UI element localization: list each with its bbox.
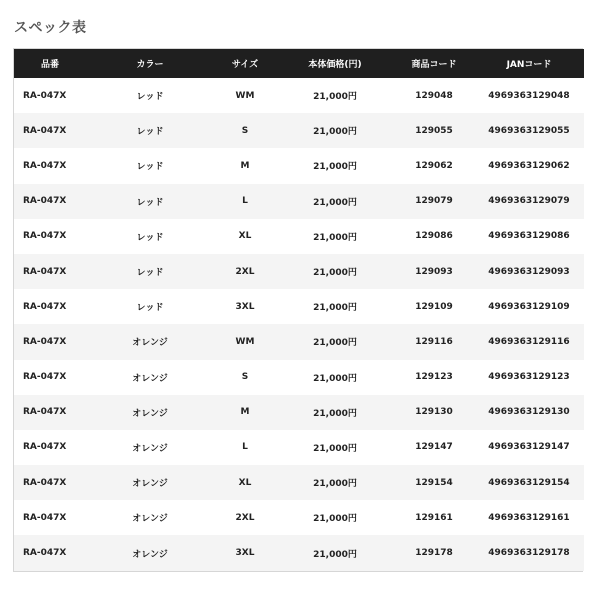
cell-part-number: RA-047X: [23, 407, 67, 418]
cell-color: オレンジ: [132, 549, 168, 560]
cell-jan-code: 4969363129079: [488, 196, 570, 207]
cell-jan-code: 4969363129055: [488, 125, 570, 136]
cell-part-number: RA-047X: [23, 336, 67, 347]
cell-part-number: RA-047X: [23, 196, 67, 207]
cell-part-number: RA-047X: [23, 90, 67, 101]
cell-part-number: RA-047X: [23, 512, 67, 523]
cell-product-code: 129062: [415, 160, 453, 171]
cell-product-code: 129154: [415, 477, 453, 488]
cell-part-number: RA-047X: [23, 231, 67, 242]
cell-price: 21,000円: [313, 338, 357, 349]
header-row: [14, 49, 584, 78]
cell-jan-code: 4969363129154: [488, 477, 570, 488]
table-row: [14, 395, 584, 430]
table-row: [14, 254, 584, 289]
cell-color: レッド: [136, 268, 164, 279]
cell-product-code: 129055: [415, 125, 453, 136]
cell-color: レッド: [136, 197, 164, 208]
cell-size: XL: [238, 231, 252, 242]
cell-color: オレンジ: [132, 514, 168, 525]
cell-jan-code: 4969363129109: [488, 301, 570, 312]
cell-part-number: RA-047X: [23, 477, 67, 488]
cell-size: L: [242, 442, 248, 453]
cell-part-number: RA-047X: [23, 160, 67, 171]
cell-color: オレンジ: [132, 338, 168, 349]
cell-product-code: 129079: [415, 196, 453, 207]
cell-color: オレンジ: [132, 443, 168, 454]
cell-color: レッド: [136, 92, 164, 103]
cell-price: 21,000円: [313, 443, 357, 454]
cell-size: M: [240, 407, 250, 418]
cell-size: WM: [235, 336, 255, 347]
cell-size: 3XL: [235, 548, 255, 559]
table-row: [14, 500, 584, 535]
cell-product-code: 129130: [415, 407, 453, 418]
cell-color: オレンジ: [132, 408, 168, 419]
table-row: [14, 430, 584, 465]
header-color: カラー: [136, 60, 164, 70]
header-price: 本体価格(円): [308, 60, 362, 70]
table-row: [14, 360, 584, 395]
header-product-code: 商品コード: [411, 60, 457, 70]
cell-size: S: [241, 125, 249, 136]
cell-product-code: 129116: [415, 336, 453, 347]
table-body: [14, 78, 584, 571]
table-row: [14, 219, 584, 254]
table-row: [14, 535, 584, 570]
cell-jan-code: 4969363129062: [488, 160, 570, 171]
cell-product-code: 129147: [415, 442, 453, 453]
cell-jan-code: 4969363129093: [488, 266, 570, 277]
cell-part-number: RA-047X: [23, 125, 67, 136]
cell-product-code: 129086: [415, 231, 453, 242]
table-row: [14, 465, 584, 500]
cell-size: 3XL: [235, 301, 255, 312]
cell-part-number: RA-047X: [23, 266, 67, 277]
table-header: [14, 49, 584, 78]
cell-color: レッド: [136, 162, 164, 173]
cell-price: 21,000円: [313, 408, 357, 419]
cell-price: 21,000円: [313, 92, 357, 103]
header-size: サイズ: [231, 60, 259, 70]
cell-color: レッド: [136, 303, 164, 314]
cell-price: 21,000円: [313, 373, 357, 384]
table-row: [14, 324, 584, 359]
header-jan-code: JANコード: [506, 60, 552, 70]
cell-product-code: 129109: [415, 301, 453, 312]
cell-part-number: RA-047X: [23, 372, 67, 383]
cell-product-code: 129048: [415, 90, 453, 101]
cell-jan-code: 4969363129130: [488, 407, 570, 418]
cell-jan-code: 4969363129147: [488, 442, 570, 453]
cell-color: レッド: [136, 232, 164, 243]
table-row: [14, 184, 584, 219]
cell-size: L: [242, 196, 248, 207]
cell-jan-code: 4969363129086: [488, 231, 570, 242]
cell-price: 21,000円: [313, 514, 357, 525]
cell-price: 21,000円: [313, 549, 357, 560]
cell-price: 21,000円: [313, 197, 357, 208]
cell-color: オレンジ: [132, 373, 168, 384]
table-row: [14, 78, 584, 113]
cell-size: M: [240, 160, 250, 171]
cell-size: 2XL: [235, 512, 255, 523]
cell-part-number: RA-047X: [23, 301, 67, 312]
cell-price: 21,000円: [313, 479, 357, 490]
spec-table: [14, 49, 584, 571]
cell-price: 21,000円: [313, 162, 357, 173]
table-row: [14, 113, 584, 148]
table-row: [14, 148, 584, 183]
cell-jan-code: 4969363129178: [488, 548, 570, 559]
cell-price: 21,000円: [313, 303, 357, 314]
cell-price: 21,000円: [313, 268, 357, 279]
cell-jan-code: 4969363129116: [488, 336, 570, 347]
header-part-number: 品番: [40, 60, 59, 70]
cell-product-code: 129161: [415, 512, 453, 523]
table-row: [14, 289, 584, 324]
cell-product-code: 129093: [415, 266, 453, 277]
cell-size: XL: [238, 477, 252, 488]
cell-product-code: 129178: [415, 548, 453, 559]
cell-color: オレンジ: [132, 479, 168, 490]
spec-table-container: [13, 48, 583, 572]
cell-price: 21,000円: [313, 127, 357, 138]
cell-product-code: 129123: [415, 372, 453, 383]
cell-size: WM: [235, 90, 255, 101]
cell-color: レッド: [136, 127, 164, 138]
cell-jan-code: 4969363129123: [488, 372, 570, 383]
cell-part-number: RA-047X: [23, 442, 67, 453]
cell-size: 2XL: [235, 266, 255, 277]
cell-part-number: RA-047X: [23, 548, 67, 559]
cell-jan-code: 4969363129048: [488, 90, 570, 101]
cell-size: S: [241, 372, 249, 383]
page-title: スペック表: [14, 20, 87, 36]
cell-jan-code: 4969363129161: [488, 512, 570, 523]
cell-price: 21,000円: [313, 232, 357, 243]
